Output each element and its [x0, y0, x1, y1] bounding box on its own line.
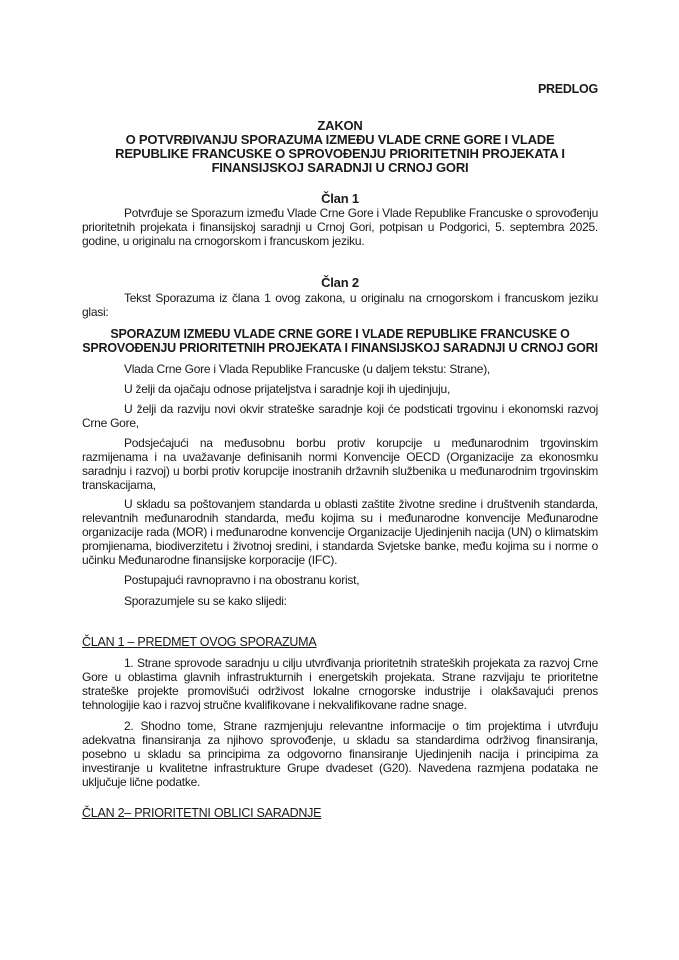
law-title [82, 119, 598, 175]
article-2-text: Tekst Sporazuma iz člana 1 ovog zakona, u originalu na crnogorskom i francuskom jeziku glasi: [82, 291, 598, 319]
preamble-friendship: U želji da ojačaju odnose prijateljstva i saradnje koji ih ujedinjuju, [124, 382, 451, 396]
article-1-heading: Član 1 [321, 191, 359, 206]
section-2-heading: ČLAN 2– PRIORITETNI OBLICI SARADNJE [82, 806, 322, 820]
law-title-zakon: ZAKON [317, 118, 363, 133]
preamble-parties: Vlada Crne Gore i Vlada Republike Francuske (u daljem tekstu: Strane), [124, 362, 491, 376]
section-1-heading: ČLAN 1 – PREDMET OVOG SPORAZUMA [82, 635, 317, 649]
section-1-paragraph-1: 1. Strane sprovode saradnju u cilju utvrđivanja prioritetnih strateških projekata za razvoj Crne Gore u oblastima glavnih infrastrukturnih i energetskih projekata. Strane razvijaju te prioritetne strateške projekte promovišući održivost lokalne crnogorske industrije i olakšavajući prenos tehnologijie kao i razvoj stručne kvalifikovane i nekvalifikovane radne snage. [82, 656, 598, 712]
article-2-heading: Član 2 [321, 275, 359, 290]
preamble-standards: U skladu sa poštovanjem standarda u oblasti zaštite životne sredine i društvenih standarda, relevantnih međunarodnih standarda, među kojima su i međunarodne konvencije Međunarodne organizacije rada (MOR) i međunarodne konvencije Organizacije Ujedinjenih nacija (UN) o klimatskim promjienama, biodiverzitetu i životnoj sredini, i standarda Svjetske banke, među kojima su i norme o učinku Međunarodne finansijske korporacije (IFC). [82, 497, 598, 567]
preamble-mutual: Postupajući ravnopravno i na obostranu korist, [124, 573, 360, 587]
draft-label: PREDLOG [537, 82, 598, 96]
agreement-title: SPORAZUM IZMEĐU VLADE CRNE GORE I VLADE REPUBLIKE FRANCUSKE O SPROVOĐENJU PRIORITETNIH PROJEKATA I FINANSIJSKOJ SARADNJI U CRNOJ GORI [82, 327, 598, 355]
preamble-agreed: Sporazumjele su se kako slijedi: [124, 594, 287, 608]
section-1-paragraph-2: 2. Shodno tome, Strane razmjenjuju relevantne informacije o tim projektima i utvrđuju adekvatna finansiranja za njihovo sprovođenje, u skladu sa standardima održivog finansiranja, posebno u skladu sa principima za odgovorno finansiranje Ujedinjenih nacija i principima za investiranje u kvalitetne infrastrukture Grupe dvadeset (G20). Navedena razmjena podataka ne uključuje lične podatke. [82, 719, 598, 789]
article-1-text: Potvrđuje se Sporazum između Vlade Crne Gore i Vlade Republike Francuske o sprovođenju prioritetnih projekata i finansijskoj saradnji u Crnoj Gori, potpisan u Podgorici, 5. septembra 2025. godine, u originalu na crnogorskom i francuskom jeziku. [82, 206, 598, 248]
preamble-strategic: U želji da razviju novi okvir strateške saradnje koji će podsticati trgovinu i ekonomski razvoj Crne Gore, [82, 402, 598, 430]
law-title-subject: O POTVRĐIVANJU SPORAZUMA IZMEĐU VLADE CRNE GORE I VLADE REPUBLIKE FRANCUSKE O SPROVOĐENJU PRIORITETNIH PROJEKATA I FINANSIJSKOJ SARADNJI U CRNOJ GORI [115, 132, 565, 175]
preamble-anticorruption: Podsjećajući na međusobnu borbu protiv korupcije u međunarodnim trgovinskim razmijenama i na uvažavanje definisanih normi Konvencije OECD (Organizacije za ekonosmku saradnju i razvoj) u borbi protiv korupcije inostranih državnih službenika u međunarodnim trgovinskim transkacijama, [82, 436, 598, 492]
